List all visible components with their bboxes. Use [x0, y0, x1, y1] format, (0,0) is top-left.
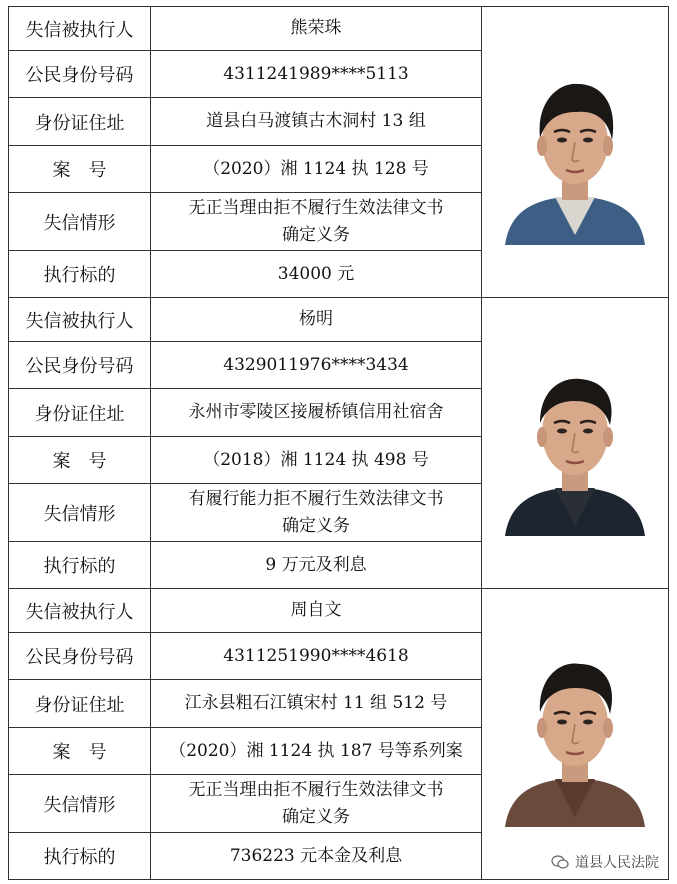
- watermark: [551, 852, 659, 872]
- field-label: 公民身份号码: [9, 51, 151, 98]
- photo-cell: [482, 589, 669, 880]
- field-value: 4311241989****5113: [151, 51, 482, 98]
- field-label: 案 号: [9, 437, 151, 484]
- portrait-photo: [500, 351, 650, 536]
- field-value: 杨明: [151, 298, 482, 342]
- field-label: 失信被执行人: [9, 7, 151, 51]
- portrait-drawing: [500, 642, 650, 827]
- field-value: 34000 元: [151, 251, 482, 298]
- field-value: 永州市零陵区接履桥镇信用社宿舍: [151, 389, 482, 437]
- field-label: 失信被执行人: [9, 298, 151, 342]
- field-value: 无正当理由拒不履行生效法律文书 确定义务: [151, 775, 482, 833]
- wechat-icon: [551, 855, 569, 869]
- field-label: 执行标的: [9, 251, 151, 298]
- field-value: 4311251990****4618: [151, 633, 482, 680]
- field-label: 公民身份号码: [9, 633, 151, 680]
- field-label: 失信情形: [9, 193, 151, 251]
- portrait-drawing: [500, 351, 650, 536]
- field-label: 公民身份号码: [9, 342, 151, 389]
- field-label: 案 号: [9, 728, 151, 775]
- field-value: 周自文: [151, 589, 482, 633]
- field-value: 有履行能力拒不履行生效法律文书 确定义务: [151, 484, 482, 542]
- table-row: [9, 7, 669, 51]
- watermark-text: 道县人民法院: [575, 855, 659, 871]
- field-label: 失信情形: [9, 775, 151, 833]
- field-label: 执行标的: [9, 542, 151, 589]
- table-row: [9, 589, 669, 633]
- photo-cell: [482, 7, 669, 298]
- photo-cell: [482, 298, 669, 589]
- field-value: 江永县粗石江镇宋村 11 组 512 号: [151, 680, 482, 728]
- field-label: 失信情形: [9, 484, 151, 542]
- defaulter-table: [8, 6, 669, 880]
- field-value: 无正当理由拒不履行生效法律文书 确定义务: [151, 193, 482, 251]
- portrait-photo: [500, 642, 650, 827]
- field-value: 9 万元及利息: [151, 542, 482, 589]
- portrait-photo: [500, 60, 650, 245]
- field-value: （2018）湘 1124 执 498 号: [151, 437, 482, 484]
- field-value: 熊荣珠: [151, 7, 482, 51]
- field-label: 身份证住址: [9, 389, 151, 437]
- field-value: 道县白马渡镇古木洞村 13 组: [151, 98, 482, 146]
- field-label: 身份证住址: [9, 680, 151, 728]
- field-label: 失信被执行人: [9, 589, 151, 633]
- field-label: 案 号: [9, 146, 151, 193]
- portrait-drawing: [500, 60, 650, 245]
- table-row: [9, 298, 669, 342]
- field-label: 身份证住址: [9, 98, 151, 146]
- field-value: （2020）湘 1124 执 128 号: [151, 146, 482, 193]
- field-label: 执行标的: [9, 833, 151, 880]
- field-value: 4329011976****3434: [151, 342, 482, 389]
- field-value: （2020）湘 1124 执 187 号等系列案: [151, 728, 482, 775]
- field-value: 736223 元本金及利息: [151, 833, 482, 880]
